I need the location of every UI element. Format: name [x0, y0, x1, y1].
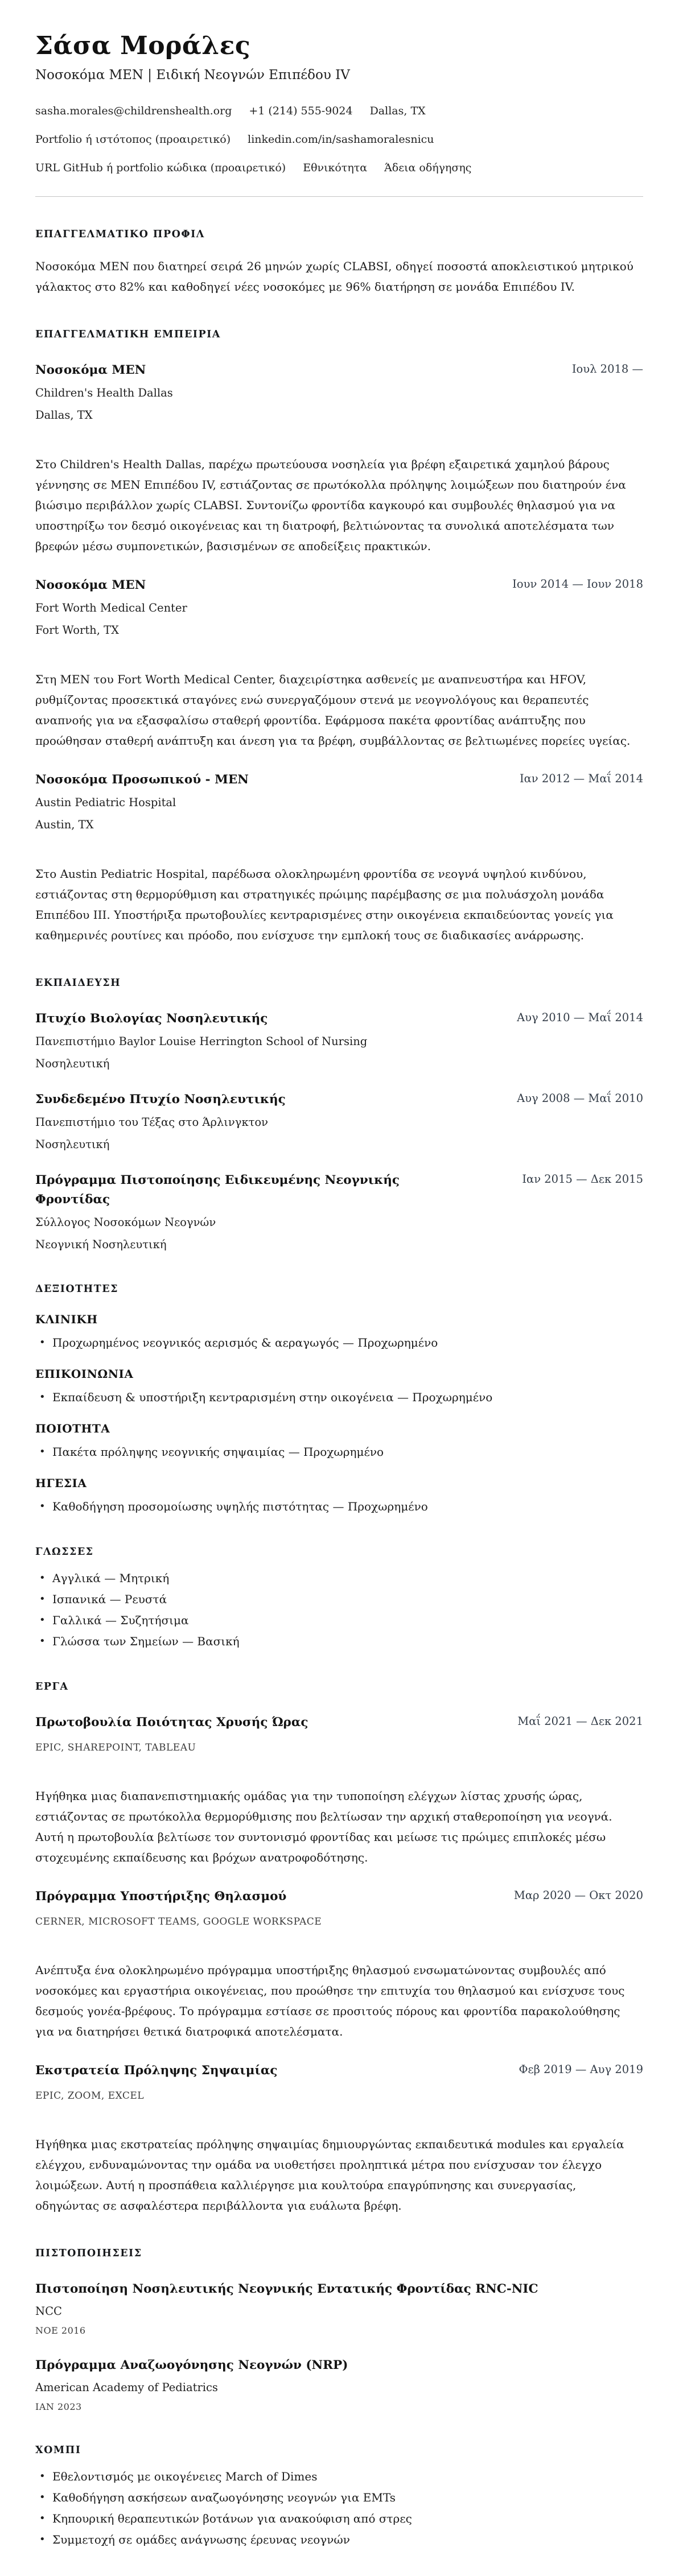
- job-entry: [35, 770, 643, 946]
- school-name: Σύλλογος Νοσοκόμων Νεογνών: [35, 1216, 216, 1229]
- project-title: Πρόγραμμα Υποστήριξης Θηλασμού: [35, 1889, 287, 1904]
- skill-item: • Προχωρημένος νεογνικός αερισμός & αεραγωγός — Προχωρημένο: [35, 1335, 643, 1351]
- contact-portfolio: Portfolio ή ιστότοπος (προαιρετικό): [35, 133, 231, 146]
- contact-github: URL GitHub ή portfolio κώδικα (προαιρετικό): [35, 162, 286, 175]
- skill-group: [35, 1421, 643, 1460]
- hobby-item: • Συμμετοχή σε ομάδες ανάγνωσης έρευνας νεογνών: [35, 2532, 643, 2548]
- education-dates: Αυγ 2008 — Μαΐ 2010: [517, 1092, 643, 1105]
- project-description: Ηγήθηκα μιας διαπανεπιστημιακής ομάδας για την τυποποίηση ελέγχων λίστας χρυσής ώρας, εστιάζοντας σε πρωτόκολλα θερμορύθμισης που βελτίωσαν την αρχική σταθεροποίηση για νεογνά. Αυτή η πρωτοβουλία βελτίωσε τον συντονισμό φροντίδας και μείωσε τις πρώιμες επιπλοκές μέσω στοχευμένης εκπαίδευσης και βρόχων ανατροφοδότησης.: [35, 1789, 612, 1865]
- contact-driving-license: Άδεια οδήγησης: [384, 162, 472, 175]
- header-divider: [35, 196, 643, 197]
- job-description: Στο Children's Health Dallas, παρέχω πρωτεύουσα νοσηλεία για βρέφη εξαιρετικά χαμηλού βάρους γέννησης σε ΜΕΝ Επιπέδου IV, εστιάζοντας σε πρωτόκολλα πρόληψης λοιμώξεων που διατηρούν ένα βιώσιμο περιβάλλον χωρίς CLABSI. Συντονίζω φροντίδα καγκουρό και συμβουλές θηλασμού για να υποστηρίξω τον δεσμό οικογένειας και τη διατροφή, βελτιώνοντας τα συνολικά αποτελέσματα των βρεφών μέσω συμπονετικών, βασισμένων σε αποδείξεις πρακτικών.: [35, 457, 626, 554]
- section-certifications: [35, 2247, 643, 2413]
- section-heading-profile: ΕΠΑΓΓΕΛΜΑΤΙΚΟ ΠΡΟΦΙΛ: [35, 229, 205, 241]
- field-of-study: Νοσηλευτική: [35, 1057, 110, 1071]
- project-title: Πρωτοβουλία Ποιότητας Χρυσής Ώρας: [35, 1715, 308, 1730]
- education-header: [35, 1090, 643, 1109]
- project-dates: Μαΐ 2021 — Δεκ 2021: [517, 1715, 643, 1728]
- contact-location: Dallas, TX: [369, 105, 426, 118]
- certification-issuer: American Academy of Pediatrics: [35, 2381, 218, 2395]
- language-item: • Ισπανικά — Ρευστά: [35, 1591, 643, 1607]
- certification-title: Πιστοποίηση Νοσηλευτικής Νεογνικής Εντατικής Φροντίδας RNC-NIC: [35, 2282, 538, 2297]
- skill-group-heading: ΠΟΙΟΤΗΤΑ: [35, 1422, 110, 1436]
- section-heading-languages: ΓΛΩΣΣΕΣ: [35, 1546, 94, 1558]
- section-experience: [35, 328, 643, 946]
- job-company: Austin Pediatric Hospital: [35, 796, 176, 810]
- contact-row-3: [35, 161, 643, 175]
- resume-headline: Νοσοκόμα ΜΕΝ | Ειδική Νεογνών Επιπέδου IV: [35, 68, 350, 83]
- school-name: Πανεπιστήμιο του Τέξας στο Άρλινγκτον: [35, 1116, 269, 1129]
- skill-list: [35, 1498, 643, 1514]
- job-title: Νοσοκόμα ΜΕΝ: [35, 578, 146, 593]
- education-header: [35, 1171, 643, 1209]
- job-title: Νοσοκόμα Προσωπικού - ΜΕΝ: [35, 773, 249, 787]
- job-description: Στο Austin Pediatric Hospital, παρέδωσα ολοκληρωμένη φροντίδα σε νεογνά υψηλού κινδύνου, εστιάζοντας στη θερμορύθμιση και στρατηγικές πρώιμης παρέμβασης σε μια πολυάσχολη μονάδα Επιπέδου III. Υποστήριξα πρωτοβουλίες κεντραρισμένες στην οικογένεια εκπαιδεύοντας γονείς για καθημερινές ρουτίνες και πρόοδο, που ενίσχυσε την εμπλοκή τους σε διαδικασίες ανάρρωσης.: [35, 867, 614, 943]
- job-company: Children's Health Dallas: [35, 386, 173, 400]
- skill-group-heading: ΚΛΙΝΙΚΗ: [35, 1312, 98, 1327]
- school-name: Πανεπιστήμιο Baylor Louise Herrington School of Nursing: [35, 1035, 368, 1048]
- section-hobbies: [35, 2443, 643, 2548]
- project-tools: EPIC, SHAREPOINT, TABLEAU: [35, 1742, 196, 1754]
- education-header: [35, 1009, 643, 1029]
- project-entry: [35, 2061, 643, 2216]
- section-education: [35, 976, 643, 1252]
- certification-issuer: NCC: [35, 2305, 62, 2318]
- project-entry: [35, 1887, 643, 2042]
- job-company: Fort Worth Medical Center: [35, 601, 187, 615]
- education-entry: [35, 1090, 643, 1151]
- skill-list: [35, 1444, 643, 1460]
- job-title: Νοσοκόμα ΜΕΝ: [35, 363, 146, 378]
- job-location: Dallas, TX: [35, 408, 93, 422]
- education-entry: [35, 1009, 643, 1071]
- section-heading-skills: ΔΕΞΙΟΤΗΤΕΣ: [35, 1283, 118, 1295]
- certification-entry: [35, 2280, 643, 2336]
- job-header: [35, 361, 643, 380]
- project-dates: Φεβ 2019 — Αυγ 2019: [519, 2063, 643, 2077]
- skill-group: [35, 1312, 643, 1351]
- degree-title: Πτυχίο Βιολογίας Νοσηλευτικής: [35, 1012, 268, 1026]
- project-tools: CERNER, MICROSOFT TEAMS, GOOGLE WORKSPACE: [35, 1916, 322, 1928]
- section-heading-experience: ΕΠΑΓΓΕΛΜΑΤΙΚΗ ΕΜΠΕΙΡΙΑ: [35, 329, 221, 341]
- field-of-study: Νεογνική Νοσηλευτική: [35, 1238, 167, 1252]
- certification-date: ΝΟΕ 2016: [35, 2325, 86, 2336]
- section-skills: [35, 1282, 643, 1514]
- language-item: • Γαλλικά — Συζητήσιμα: [35, 1612, 643, 1628]
- section-heading-projects: ΕΡΓΑ: [35, 1681, 69, 1693]
- contact-ethnicity: Εθνικότητα: [303, 162, 368, 175]
- language-item: • Αγγλικά — Μητρική: [35, 1570, 643, 1586]
- job-header: [35, 770, 643, 790]
- project-description: Ηγήθηκα μιας εκστρατείας πρόληψης σηψαιμίας δημιουργώντας εκπαιδευτικά modules και εργαλεία ελέγχου, ενδυναμώνοντας την ομάδα να υιοθετήσει προληπτικά μέτρα που ενίσχυσαν τον έλεγχο λοιμώξεων. Αυτή η προσπάθεια καλλιέργησε μια κουλτούρα επαγρύπνησης και συνεργασίας, οδηγώντας σε ασφαλέστερα περιβάλλοντα για ευάλωτα βρέφη.: [35, 2137, 624, 2213]
- project-header: [35, 1713, 643, 1732]
- certification-date: ΙΑΝ 2023: [35, 2401, 82, 2413]
- project-description: Ανέπτυξα ένα ολοκληρωμένο πρόγραμμα υποστήριξης θηλασμού ενσωματώνοντας συμβουλές από νοσοκόμες και εργαστήρια οικογένειας, που προώθησε την επιτυχία του θηλασμού και ενίσχυσε τους δεσμούς γονέα-βρέφους. Το πρόγραμμα εστίασε σε προσιτούς πόρους και φροντίδα παρακολούθησης για να διατηρήσει θετικά διατροφικά αποτελέσματα.: [35, 1963, 625, 2039]
- education-entry: [35, 1171, 643, 1252]
- project-header: [35, 2061, 643, 2080]
- skill-list: [35, 1389, 643, 1405]
- skill-group: [35, 1367, 643, 1405]
- skill-item: • Καθοδήγηση προσομοίωσης υψηλής πιστότητας — Προχωρημένο: [35, 1498, 643, 1514]
- field-of-study: Νοσηλευτική: [35, 1138, 110, 1151]
- section-heading-certifications: ΠΙΣΤΟΠΟΙΗΣΕΙΣ: [35, 2248, 142, 2260]
- project-dates: Μαρ 2020 — Οκτ 2020: [513, 1889, 643, 1902]
- contact-row-2: [35, 133, 643, 146]
- resume-header: [35, 32, 643, 197]
- skill-group-heading: ΕΠΙΚΟΙΝΩΝΙΑ: [35, 1367, 134, 1381]
- project-tools: EPIC, ZOOM, EXCEL: [35, 2090, 145, 2102]
- contact-row-1: [35, 104, 643, 118]
- section-profile: [35, 228, 643, 297]
- section-heading-hobbies: ΧΟΜΠΙ: [35, 2445, 81, 2457]
- language-item: • Γλώσσα των Σημείων — Βασική: [35, 1633, 643, 1649]
- section-languages: [35, 1545, 643, 1649]
- job-dates: Ιουν 2014 — Ιουν 2018: [512, 577, 643, 591]
- skill-item: • Πακέτα πρόληψης νεογνικής σηψαιμίας — Προχωρημένο: [35, 1444, 643, 1460]
- language-list: [35, 1570, 643, 1649]
- job-entry: [35, 576, 643, 751]
- degree-title: Πρόγραμμα Πιστοποίησης Ειδικευμένης Νεογνικής Φροντίδας: [35, 1173, 400, 1207]
- contact-email: sasha.morales@childrenshealth.org: [35, 105, 232, 118]
- project-title: Εκστρατεία Πρόληψης Σηψαιμίας: [35, 2063, 278, 2078]
- job-dates: Ιαν 2012 — Μαΐ 2014: [519, 772, 643, 786]
- project-header: [35, 1887, 643, 1906]
- hobby-item: • Εθελοντισμός με οικογένειες March of Dimes: [35, 2468, 643, 2484]
- project-entry: [35, 1713, 643, 1868]
- degree-title: Συνδεδεμένο Πτυχίο Νοσηλευτικής: [35, 1092, 286, 1107]
- hobby-item: • Καθοδήγηση ασκήσεων αναζωογόνησης νεογνών για EMTs: [35, 2490, 643, 2505]
- hobby-list: [35, 2468, 643, 2548]
- job-description: Στη ΜΕΝ του Fort Worth Medical Center, διαχειρίστηκα ασθενείς με αναπνευστήρα και HFOV, ρυθμίζοντας προσεκτικά σταγόνες ενώ συνεργαζόμουν στενά με νεογνολόγους και θεραπευτές αναπνοής για να εξασφαλίσω σταθερή φροντίδα. Εφάρμοσα πακέτα φροντίδας ανάπτυξης που προώθησαν σταθερή ανάπτυξη και άνεση για τα βρέφη, συμβάλλοντας σε βελτιωμένες πορείες υγείας.: [35, 672, 631, 748]
- contact-phone: +1 (214) 555-9024: [249, 105, 353, 118]
- hobby-item: • Κηπουρική θεραπευτικών βοτάνων για ανακούφιση από στρες: [35, 2511, 643, 2527]
- job-location: Austin, TX: [35, 818, 94, 832]
- certification-entry: [35, 2356, 643, 2413]
- skill-list: [35, 1335, 643, 1351]
- contact-linkedin: linkedin.com/in/sashamoralesnicu: [248, 133, 434, 146]
- skill-item: • Εκπαίδευση & υποστήριξη κεντραρισμένη στην οικογένεια — Προχωρημένο: [35, 1389, 643, 1405]
- job-location: Fort Worth, TX: [35, 624, 120, 637]
- skill-group: [35, 1476, 643, 1514]
- profile-text: Νοσοκόμα ΜΕΝ που διατηρεί σειρά 26 μηνών χωρίς CLABSI, οδηγεί ποσοστά αποκλειστικού μητρικού γάλακτος στο 82% και καθοδηγεί νέες νοσοκόμες με 96% διατήρηση σε μονάδα Επιπέδου IV.: [35, 259, 633, 294]
- education-dates: Ιαν 2015 — Δεκ 2015: [522, 1173, 643, 1186]
- skill-group-heading: ΗΓΕΣΙΑ: [35, 1476, 87, 1491]
- contact-block: [35, 104, 643, 175]
- certification-title: Πρόγραμμα Αναζωογόνησης Νεογνών (NRP): [35, 2358, 348, 2373]
- resume-name: Σάσα Μοράλες: [35, 31, 251, 60]
- section-projects: [35, 1680, 643, 2216]
- section-heading-education: ΕΚΠΑΙΔΕΥΣΗ: [35, 977, 121, 989]
- job-header: [35, 576, 643, 595]
- education-dates: Αυγ 2010 — Μαΐ 2014: [517, 1011, 643, 1025]
- job-entry: [35, 361, 643, 556]
- job-dates: Ιουλ 2018 —: [571, 362, 643, 376]
